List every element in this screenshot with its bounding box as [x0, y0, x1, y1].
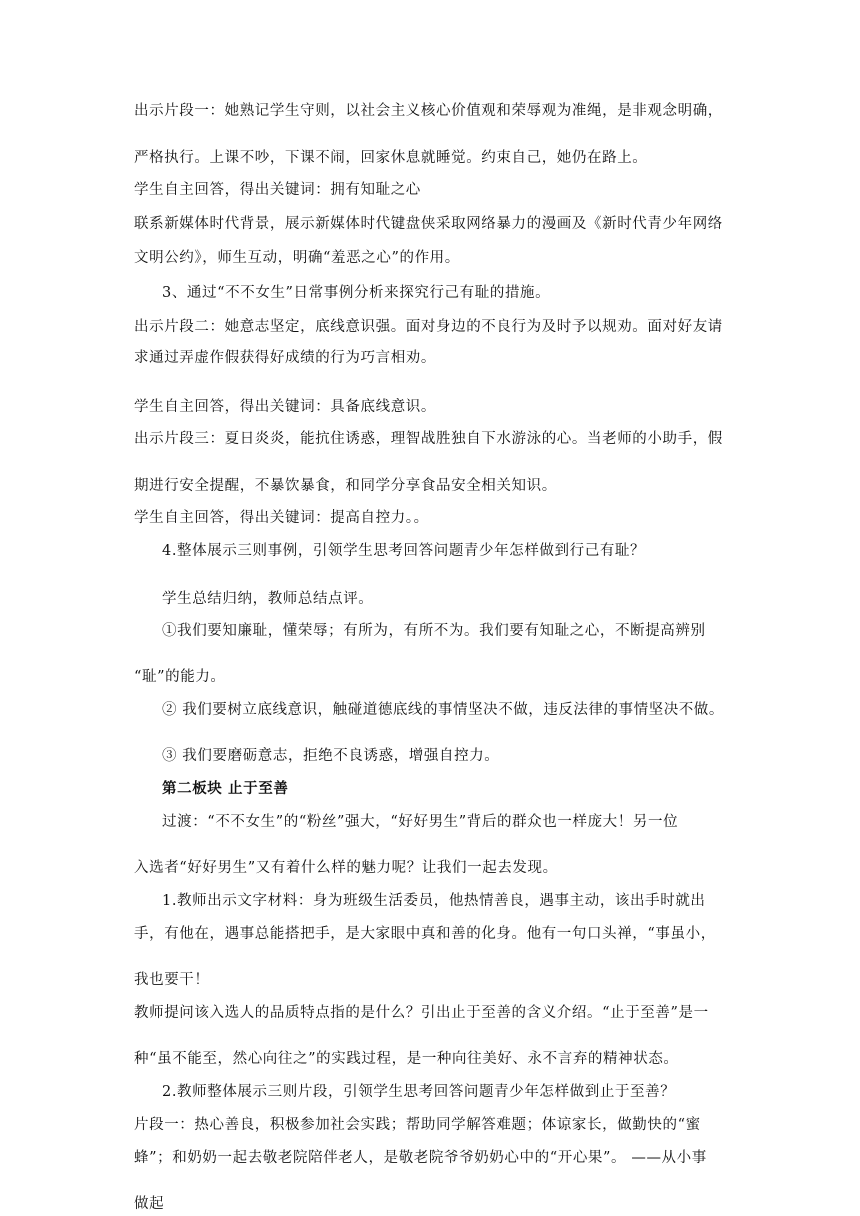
paragraph-line: 入选者“好好男生”又有着什么样的魅力呢？让我们一起去发现。 — [134, 860, 558, 876]
paragraph-line: 出示片段二：她意志坚定，底线意识强。面对身边的不良行为及时予以规劝。面对好友请 — [134, 319, 723, 335]
paragraph-line: 种“虽不能至，然心向往之”的实践过程，是一种向往美好、永不言弃的精神状态。 — [134, 1051, 679, 1067]
paragraph-line: 学生自主回答，得出关键词：拥有知耻之心 — [134, 182, 421, 198]
paragraph-line: 3、通过“不不女生”日常事例分析来探究行己有耻的措施。 — [162, 285, 551, 301]
paragraph-line: 蜂”；和奶奶一起去敬老院陪伴老人，是敬老院爷爷奶奶心中的“开心果”。 ——从小事 — [134, 1150, 707, 1166]
paragraph-line: 我也要干！ — [134, 972, 210, 988]
section-heading: 第二板块 止于至善 — [162, 780, 289, 797]
paragraph-line: 学生自主回答，得出关键词：提高自控力。。 — [134, 510, 429, 526]
paragraph-line: 学生自主回答，得出关键词：具备底线意识。 — [134, 399, 436, 415]
paragraph-line: 期进行安全提醒，不暴饮暴食，和同学分享食品安全相关知识。 — [134, 478, 557, 494]
paragraph-line: 做起 — [134, 1196, 165, 1212]
paragraph-line: 2.教师整体展示三则片段，引领学生思考回答问题青少年怎样做到止于至善？ — [162, 1084, 676, 1100]
paragraph-line: 严格执行。上课不吵，下课不闹，回家休息就睡觉。约束自己，她仍在路上。 — [134, 150, 648, 166]
paragraph-line: 求通过弄虚作假获得好成绩的行为巧言相劝。 — [134, 350, 436, 366]
paragraph-line: 片段一：热心善良，积极参加社会实践；帮助同学解答难题；体谅家长，做勤快的“蜜 — [134, 1117, 701, 1133]
paragraph-line: 联系新媒体时代背景，展示新媒体时代键盘侠采取网络暴力的漫画及《新时代青少年网络 — [134, 216, 723, 232]
paragraph-line: 4.整体展示三则事例，引领学生思考回答问题青少年怎样做到行己有耻？ — [162, 543, 646, 559]
paragraph-line: 文明公约》，师生互动，明确“羞恶之心”的作用。 — [134, 250, 460, 266]
paragraph-line: 手，有他在，遇事总能搭把手，是大家眼中真和善的化身。他有一句口头禅，“事虽小， — [134, 926, 716, 942]
paragraph-line: 教师提问该入选人的品质特点指的是什么？引出止于至善的含义介绍。“止于至善”是一 — [134, 1005, 709, 1021]
paragraph-line: 过渡：“不不女生”的“粉丝”强大，“好好男生”背后的群众也一样庞大！另一位 — [162, 814, 679, 830]
paragraph-line: “耻”的能力。 — [134, 669, 226, 685]
paragraph-line: 学生总结归纳，教师总结点评。 — [162, 591, 374, 607]
paragraph-line: ③ 我们要磨砺意志，拒绝不良诱惑，增强自控力。 — [162, 748, 500, 764]
paragraph-line: 1.教师出示文字材料：身为班级生活委员，他热情善良，遇事主动，该出手时就出 — [162, 893, 706, 909]
paragraph-line: 出示片段三：夏日炎炎，能抗住诱惑，理智战胜独自下水游泳的心。当老师的小助手，假 — [134, 431, 723, 447]
paragraph-line: 出示片段一：她熟记学生守则，以社会主义核心价值观和荣辱观为准绳，是非观念明确， — [134, 103, 723, 119]
paragraph-line: ①我们要知廉耻，懂荣辱；有所为，有所不为。我们要有知耻之心，不断提高辨别 — [162, 623, 706, 639]
paragraph-line: ② 我们要树立底线意识，触碰道德底线的事情坚决不做，违反法律的事情坚决不做。 — [162, 702, 724, 718]
